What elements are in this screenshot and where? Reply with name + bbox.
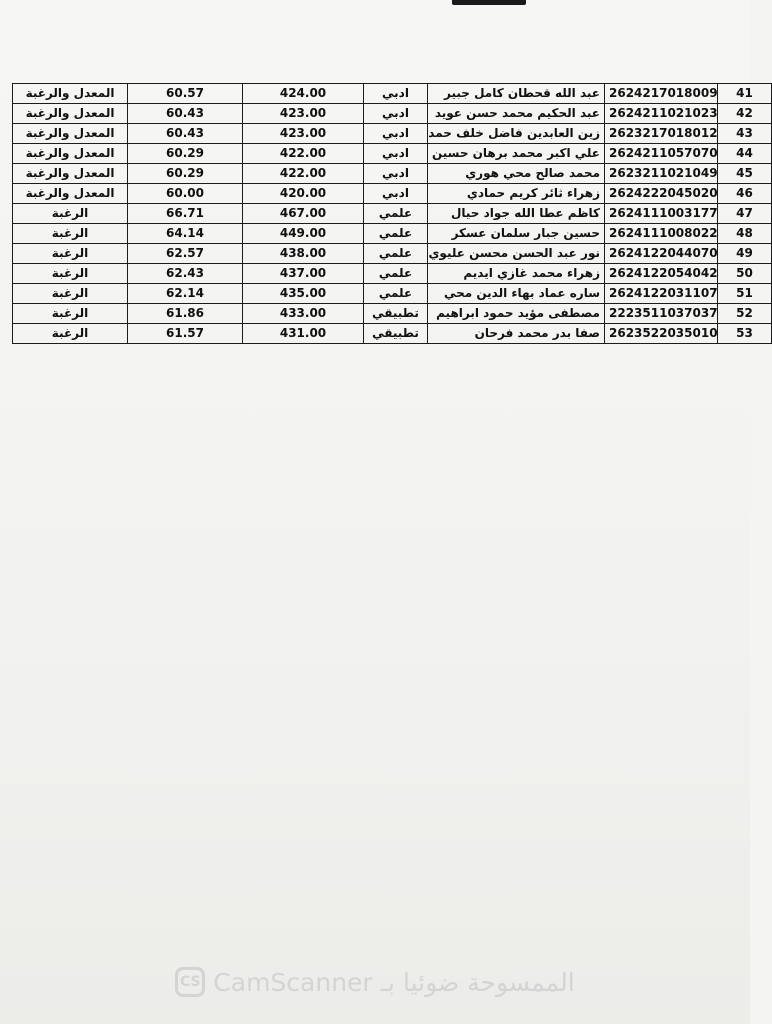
row-number-cell: 46 xyxy=(718,184,772,204)
preference-cell: المعدل والرغبة xyxy=(13,184,128,204)
exam-id-cell: 2624211021023 xyxy=(605,104,718,124)
student-name-cell: زهراء محمد غازي ايديم xyxy=(428,264,605,284)
row-number-cell: 50 xyxy=(718,264,772,284)
row-number-cell: 45 xyxy=(718,164,772,184)
student-name-cell: حسين جبار سلمان عسكر xyxy=(428,224,605,244)
exam-id-cell: 2623522035010 xyxy=(605,324,718,344)
preference-cell: الرغبة xyxy=(13,264,128,284)
total-cell: 423.00 xyxy=(243,124,364,144)
preference-cell: المعدل والرغبة xyxy=(13,164,128,184)
camscanner-watermark xyxy=(0,958,750,1006)
row-number-cell: 47 xyxy=(718,204,772,224)
total-cell: 435.00 xyxy=(243,284,364,304)
row-number-cell: 52 xyxy=(718,304,772,324)
exam-id-cell: 2624122044070 xyxy=(605,244,718,264)
preference-cell: الرغبة xyxy=(13,204,128,224)
table-row xyxy=(13,264,772,284)
average-cell: 60.57 xyxy=(128,84,243,104)
branch-cell: ادبي xyxy=(364,124,428,144)
watermark-text: الممسوحة ضوئيا بـ xyxy=(380,967,575,997)
student-name-cell: زهراء ثائر كريم حمادي xyxy=(428,184,605,204)
exam-id-cell: 2624111008022 xyxy=(605,224,718,244)
preference-cell: الرغبة xyxy=(13,244,128,264)
table-row xyxy=(13,204,772,224)
total-cell: 420.00 xyxy=(243,184,364,204)
student-name-cell: كاظم عطا الله جواد حيال xyxy=(428,204,605,224)
table-row xyxy=(13,124,772,144)
camscanner-logo-text: CS xyxy=(179,974,201,990)
total-cell: 423.00 xyxy=(243,104,364,124)
row-number-cell: 44 xyxy=(718,144,772,164)
student-name-cell: نور عبد الحسن محسن عليوي xyxy=(428,244,605,264)
table-row xyxy=(13,144,772,164)
results-table-body xyxy=(13,84,772,344)
average-cell: 62.14 xyxy=(128,284,243,304)
row-number-cell: 41 xyxy=(718,84,772,104)
row-number-cell: 43 xyxy=(718,124,772,144)
student-name-cell: مصطفى مؤيد حمود ابراهيم xyxy=(428,304,605,324)
exam-id-cell: 2624211057070 xyxy=(605,144,718,164)
preference-cell: المعدل والرغبة xyxy=(13,84,128,104)
average-cell: 60.00 xyxy=(128,184,243,204)
average-cell: 61.57 xyxy=(128,324,243,344)
preference-cell: المعدل والرغبة xyxy=(13,104,128,124)
exam-id-cell: 2223511037037 xyxy=(605,304,718,324)
total-cell: 438.00 xyxy=(243,244,364,264)
row-number-cell: 53 xyxy=(718,324,772,344)
branch-cell: ادبي xyxy=(364,164,428,184)
row-number-cell: 42 xyxy=(718,104,772,124)
results-table xyxy=(12,83,772,344)
exam-id-cell: 2624122031107 xyxy=(605,284,718,304)
average-cell: 60.43 xyxy=(128,104,243,124)
exam-id-cell: 2624122054042 xyxy=(605,264,718,284)
preference-cell: الرغبة xyxy=(13,224,128,244)
branch-cell: ادبي xyxy=(364,84,428,104)
total-cell: 422.00 xyxy=(243,164,364,184)
preference-cell: الرغبة xyxy=(13,324,128,344)
student-name-cell: عبد الله قحطان كامل جبير xyxy=(428,84,605,104)
branch-cell: علمي xyxy=(364,264,428,284)
scan-edge-mark xyxy=(452,0,526,5)
student-name-cell: ساره عماد بهاء الدين محي xyxy=(428,284,605,304)
preference-cell: المعدل والرغبة xyxy=(13,124,128,144)
student-name-cell: محمد صالح محي هوري xyxy=(428,164,605,184)
table-row xyxy=(13,164,772,184)
branch-cell: علمي xyxy=(364,284,428,304)
branch-cell: علمي xyxy=(364,224,428,244)
exam-id-cell: 2624217018009 xyxy=(605,84,718,104)
branch-cell: تطبيقي xyxy=(364,304,428,324)
table-row xyxy=(13,244,772,264)
average-cell: 64.14 xyxy=(128,224,243,244)
branch-cell: ادبي xyxy=(364,104,428,124)
total-cell: 431.00 xyxy=(243,324,364,344)
average-cell: 60.43 xyxy=(128,124,243,144)
average-cell: 62.43 xyxy=(128,264,243,284)
student-name-cell: عبد الحكيم محمد حسن عويد xyxy=(428,104,605,124)
exam-id-cell: 2623211021049 xyxy=(605,164,718,184)
table-row xyxy=(13,184,772,204)
row-number-cell: 48 xyxy=(718,224,772,244)
branch-cell: علمي xyxy=(364,244,428,264)
preference-cell: الرغبة xyxy=(13,304,128,324)
average-cell: 62.57 xyxy=(128,244,243,264)
row-number-cell: 49 xyxy=(718,244,772,264)
row-number-cell: 51 xyxy=(718,284,772,304)
table-row xyxy=(13,304,772,324)
table-row xyxy=(13,104,772,124)
table-row xyxy=(13,224,772,244)
student-name-cell: علي اكبر محمد برهان حسين xyxy=(428,144,605,164)
exam-id-cell: 2624222045020 xyxy=(605,184,718,204)
total-cell: 422.00 xyxy=(243,144,364,164)
average-cell: 60.29 xyxy=(128,144,243,164)
average-cell: 61.86 xyxy=(128,304,243,324)
average-cell: 66.71 xyxy=(128,204,243,224)
camscanner-logo-icon xyxy=(175,967,205,997)
branch-cell: ادبي xyxy=(364,144,428,164)
total-cell: 437.00 xyxy=(243,264,364,284)
total-cell: 433.00 xyxy=(243,304,364,324)
exam-id-cell: 2624111003177 xyxy=(605,204,718,224)
student-name-cell: صفا بدر محمد فرحان xyxy=(428,324,605,344)
branch-cell: تطبيقي xyxy=(364,324,428,344)
table-row xyxy=(13,324,772,344)
student-name-cell: زين العابدين فاضل خلف حمد xyxy=(428,124,605,144)
preference-cell: الرغبة xyxy=(13,284,128,304)
watermark-brand: CamScanner xyxy=(213,967,373,997)
total-cell: 467.00 xyxy=(243,204,364,224)
exam-id-cell: 2623217018012 xyxy=(605,124,718,144)
preference-cell: المعدل والرغبة xyxy=(13,144,128,164)
table-row xyxy=(13,84,772,104)
branch-cell: ادبي xyxy=(364,184,428,204)
table-row xyxy=(13,284,772,304)
average-cell: 60.29 xyxy=(128,164,243,184)
total-cell: 424.00 xyxy=(243,84,364,104)
branch-cell: علمي xyxy=(364,204,428,224)
total-cell: 449.00 xyxy=(243,224,364,244)
